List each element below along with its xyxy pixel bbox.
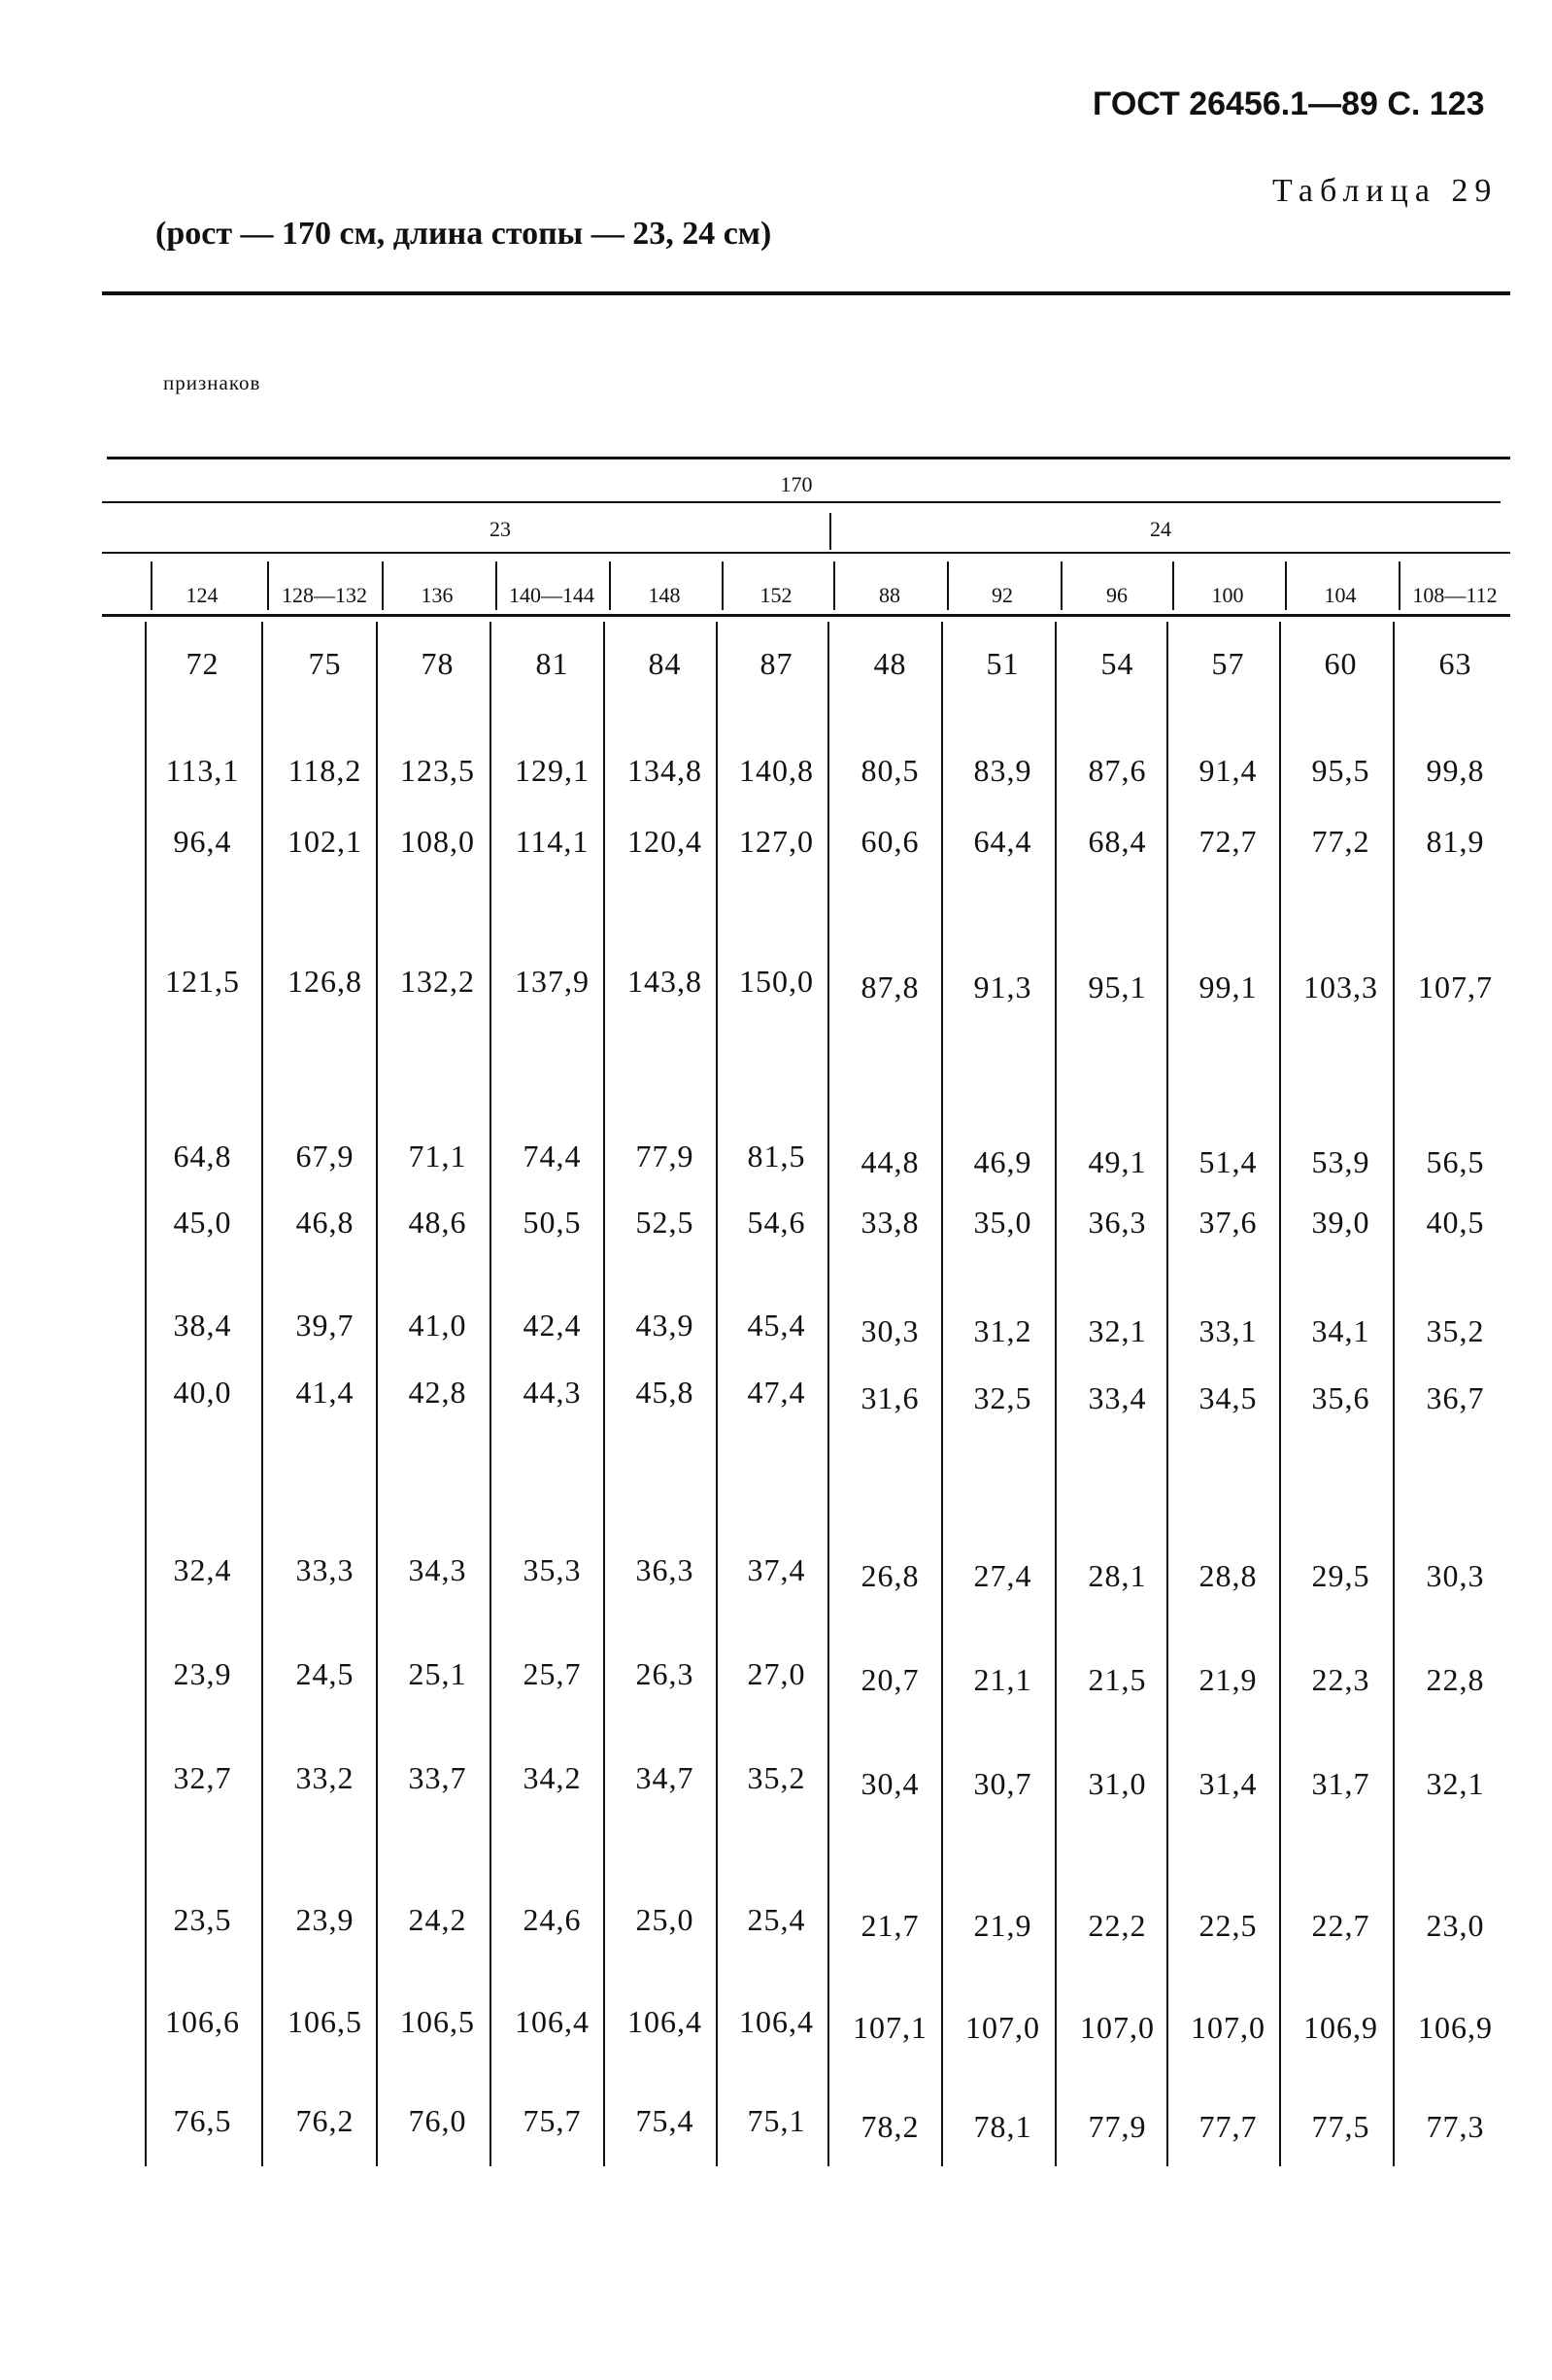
table-cell: 64,4 (973, 824, 1032, 859)
table-cell: 107,1 (853, 2010, 928, 2045)
table-cell: 84 (648, 646, 682, 681)
column-header-3: 140—144 (509, 583, 594, 607)
table-cell: 81,5 (747, 1139, 806, 1173)
table-cell: 43,9 (635, 1308, 694, 1343)
table-cell: 83,9 (973, 753, 1032, 788)
table-cell: 41,0 (408, 1308, 467, 1343)
table-cell: 78 (421, 646, 455, 681)
table-cell: 77,9 (1088, 2109, 1147, 2144)
table-cell: 47,4 (747, 1375, 806, 1410)
table-cell: 143,8 (627, 964, 702, 999)
header-rule-3 (102, 552, 1510, 554)
table-cell: 25,0 (635, 1902, 694, 1937)
table-cell: 40,0 (173, 1375, 232, 1410)
table-cell: 76,5 (173, 2103, 232, 2138)
table-cell: 77,2 (1311, 824, 1370, 859)
table-cell: 107,0 (1080, 2010, 1155, 2045)
foot-group-header-23: 23 (489, 517, 511, 541)
column-header-divider (1399, 561, 1400, 610)
table-cell: 24,6 (523, 1902, 582, 1937)
table-cell: 32,7 (173, 1760, 232, 1795)
column-header-divider (495, 561, 497, 610)
table-cell: 27,0 (747, 1656, 806, 1691)
table-cell: 45,8 (635, 1375, 694, 1410)
table-cell: 52,5 (635, 1205, 694, 1240)
table-cell: 95,5 (1311, 753, 1370, 788)
table-cell: 42,8 (408, 1375, 467, 1410)
column-header-0: 124 (186, 583, 219, 607)
table-cell: 77,7 (1198, 2109, 1258, 2144)
table-cell: 32,4 (173, 1552, 232, 1587)
header-rule-4 (102, 614, 1510, 617)
table-cell: 45,0 (173, 1205, 232, 1240)
table-cell: 87,6 (1088, 753, 1147, 788)
table-cell: 72,7 (1198, 824, 1258, 859)
table-cell: 22,7 (1311, 1908, 1370, 1943)
table-cell: 132,2 (400, 964, 475, 999)
table-cell: 32,1 (1426, 1766, 1485, 1801)
table-cell: 40,5 (1426, 1205, 1485, 1240)
table-cell: 35,6 (1311, 1380, 1370, 1415)
table-cell: 75,1 (747, 2103, 806, 2138)
table-cell: 25,4 (747, 1902, 806, 1937)
foot-group-divider (829, 513, 831, 550)
table-cell: 35,3 (523, 1552, 582, 1587)
table-cell: 121,5 (165, 964, 240, 999)
table-cell: 60,6 (860, 824, 920, 859)
table-cell: 24,5 (295, 1656, 354, 1691)
table-cell: 87 (759, 646, 793, 681)
standard-page-header: ГОСТ 26456.1—89 С. 123 (1093, 85, 1485, 122)
column-header-10: 104 (1324, 583, 1357, 607)
table-cell: 33,3 (295, 1552, 354, 1587)
table-cell: 20,7 (860, 1662, 920, 1697)
table-cell: 21,9 (1198, 1662, 1258, 1697)
table-cell: 77,3 (1426, 2109, 1485, 2144)
column-header-divider (1172, 561, 1174, 610)
table-cell: 87,8 (860, 969, 920, 1004)
table-cell: 21,7 (860, 1908, 920, 1943)
table-cell: 33,7 (408, 1760, 467, 1795)
table-cell: 106,4 (739, 2004, 814, 2039)
table-cell: 21,5 (1088, 1662, 1147, 1697)
table-cell: 106,4 (515, 2004, 590, 2039)
column-header-5: 152 (759, 583, 793, 607)
table-cell: 31,7 (1311, 1766, 1370, 1801)
table-cell: 95,1 (1088, 969, 1147, 1004)
table-cell: 53,9 (1311, 1144, 1370, 1179)
column-header-8: 96 (1106, 583, 1128, 607)
table-cell: 77,9 (635, 1139, 694, 1173)
table-cell: 75,4 (635, 2103, 694, 2138)
table-cell: 137,9 (515, 964, 590, 999)
column-header-divider (722, 561, 724, 610)
table-cell: 22,5 (1198, 1908, 1258, 1943)
column-header-11: 108—112 (1412, 583, 1498, 607)
table-cell: 81 (535, 646, 569, 681)
table-cell: 30,3 (1426, 1558, 1485, 1593)
top-rule (102, 291, 1510, 295)
column-header-1: 128—132 (282, 583, 367, 607)
table-cell: 60 (1324, 646, 1358, 681)
table-cell: 129,1 (515, 753, 590, 788)
table-cell: 37,6 (1198, 1205, 1258, 1240)
table-number-label: Таблица 29 (1272, 173, 1499, 209)
table-cell: 35,0 (973, 1205, 1032, 1240)
table-cell: 102,1 (287, 824, 362, 859)
table-cell: 38,4 (173, 1308, 232, 1343)
table-cell: 28,8 (1198, 1558, 1258, 1593)
table-cell: 21,9 (973, 1908, 1032, 1943)
table-cell: 24,2 (408, 1902, 467, 1937)
column-header-4: 148 (648, 583, 681, 607)
table-cell: 107,7 (1418, 969, 1493, 1004)
table-cell: 23,5 (173, 1902, 232, 1937)
table-cell: 36,3 (635, 1552, 694, 1587)
foot-group-header-24: 24 (1150, 517, 1171, 541)
table-cell: 76,2 (295, 2103, 354, 2138)
column-header-divider (267, 561, 269, 610)
table-cell: 120,4 (627, 824, 702, 859)
table-cell: 33,8 (860, 1205, 920, 1240)
table-cell: 23,9 (173, 1656, 232, 1691)
table-cell: 150,0 (739, 964, 814, 999)
table-cell: 81,9 (1426, 824, 1485, 859)
table-cell: 56,5 (1426, 1144, 1485, 1179)
column-header-divider (609, 561, 611, 610)
table-cell: 114,1 (515, 824, 590, 859)
table-cell: 33,1 (1198, 1313, 1258, 1348)
table-cell: 48 (873, 646, 907, 681)
column-header-divider (1061, 561, 1063, 610)
table-cell: 30,3 (860, 1313, 920, 1348)
table-cell: 64,8 (173, 1139, 232, 1173)
table-cell: 22,3 (1311, 1662, 1370, 1697)
table-cell: 22,8 (1426, 1662, 1485, 1697)
table-cell: 36,3 (1088, 1205, 1147, 1240)
table-cell: 134,8 (627, 753, 702, 788)
column-header-6: 88 (879, 583, 900, 607)
table-cell: 91,3 (973, 969, 1032, 1004)
table-cell: 35,2 (747, 1760, 806, 1795)
table-cell: 106,5 (287, 2004, 362, 2039)
table-cell: 45,4 (747, 1308, 806, 1343)
table-cell: 37,4 (747, 1552, 806, 1587)
table-cell: 91,4 (1198, 753, 1258, 788)
column-header-divider (833, 561, 835, 610)
table-cell: 103,3 (1303, 969, 1378, 1004)
table-cell: 106,6 (165, 2004, 240, 2039)
table-cell: 106,9 (1418, 2010, 1493, 2045)
table-cell: 106,9 (1303, 2010, 1378, 2045)
table-cell: 22,2 (1088, 1908, 1147, 1943)
table-cell: 51,4 (1198, 1144, 1258, 1179)
table-cell: 35,2 (1426, 1313, 1485, 1348)
table-cell: 71,1 (408, 1139, 467, 1173)
table-cell: 46,8 (295, 1205, 354, 1240)
table-cell: 126,8 (287, 964, 362, 999)
table-cell: 34,7 (635, 1760, 694, 1795)
table-cell: 21,1 (973, 1662, 1032, 1697)
table-cell: 44,8 (860, 1144, 920, 1179)
table-cell: 75 (308, 646, 342, 681)
table-cell: 25,7 (523, 1656, 582, 1691)
column-header-divider (151, 561, 152, 610)
table-cell: 23,0 (1426, 1908, 1485, 1943)
table-cell: 39,7 (295, 1308, 354, 1343)
table-cell: 99,8 (1426, 753, 1485, 788)
table-cell: 26,8 (860, 1558, 920, 1593)
table-cell: 32,1 (1088, 1313, 1147, 1348)
table-cell: 118,2 (287, 753, 362, 788)
table-caption: (рост — 170 см, длина стопы — 23, 24 см) (155, 216, 772, 252)
table-cell: 49,1 (1088, 1144, 1147, 1179)
table-cell: 28,1 (1088, 1558, 1147, 1593)
table-cell: 30,4 (860, 1766, 920, 1801)
table-cell: 57 (1211, 646, 1245, 681)
table-cell: 30,7 (973, 1766, 1032, 1801)
table-cell: 27,4 (973, 1558, 1032, 1593)
table-cell: 106,5 (400, 2004, 475, 2039)
table-cell: 39,0 (1311, 1205, 1370, 1240)
table-cell: 108,0 (400, 824, 475, 859)
column-header-divider (1285, 561, 1287, 610)
column-header-divider (382, 561, 384, 610)
column-header-9: 100 (1211, 583, 1244, 607)
table-cell: 42,4 (523, 1308, 582, 1343)
table-cell: 107,0 (1191, 2010, 1265, 2045)
table-cell: 74,4 (523, 1139, 582, 1173)
table-cell: 50,5 (523, 1205, 582, 1240)
table-cell: 123,5 (400, 753, 475, 788)
table-cell: 48,6 (408, 1205, 467, 1240)
table-cell: 31,2 (973, 1313, 1032, 1348)
table-cell: 31,6 (860, 1380, 920, 1415)
table-cell: 34,1 (1311, 1313, 1370, 1348)
height-group-header: 170 (780, 472, 813, 496)
table-cell: 106,4 (627, 2004, 702, 2039)
table-cell: 54,6 (747, 1205, 806, 1240)
table-cell: 31,0 (1088, 1766, 1147, 1801)
table-cell: 54 (1100, 646, 1134, 681)
table-cell: 72 (186, 646, 219, 681)
header-rule-2 (102, 501, 1501, 503)
table-cell: 34,5 (1198, 1380, 1258, 1415)
stub-column-label: признаков (163, 371, 261, 394)
column-header-7: 92 (992, 583, 1013, 607)
table-cell: 75,7 (523, 2103, 582, 2138)
table-cell: 46,9 (973, 1144, 1032, 1179)
column-header-2: 136 (421, 583, 454, 607)
table-cell: 23,9 (295, 1902, 354, 1937)
table-cell: 34,2 (523, 1760, 582, 1795)
table-cell: 127,0 (739, 824, 814, 859)
table-cell: 96,4 (173, 824, 232, 859)
table-cell: 107,0 (965, 2010, 1040, 2045)
table-cell: 36,7 (1426, 1380, 1485, 1415)
column-divider (261, 622, 263, 2166)
table-cell: 32,5 (973, 1380, 1032, 1415)
table-cell: 140,8 (739, 753, 814, 788)
table-cell: 78,2 (860, 2109, 920, 2144)
table-cell: 78,1 (973, 2109, 1032, 2144)
table-cell: 41,4 (295, 1375, 354, 1410)
table-cell: 33,2 (295, 1760, 354, 1795)
table-cell: 77,5 (1311, 2109, 1370, 2144)
table-cell: 68,4 (1088, 824, 1147, 859)
table-cell: 113,1 (165, 753, 240, 788)
table-cell: 25,1 (408, 1656, 467, 1691)
table-cell: 63 (1438, 646, 1472, 681)
table-cell: 99,1 (1198, 969, 1258, 1004)
table-cell: 26,3 (635, 1656, 694, 1691)
table-cell: 80,5 (860, 753, 920, 788)
table-cell: 29,5 (1311, 1558, 1370, 1593)
header-rule-1 (107, 457, 1510, 459)
table-cell: 31,4 (1198, 1766, 1258, 1801)
table-cell: 34,3 (408, 1552, 467, 1587)
table-cell: 51 (986, 646, 1020, 681)
column-header-divider (947, 561, 949, 610)
table-cell: 44,3 (523, 1375, 582, 1410)
table-cell: 67,9 (295, 1139, 354, 1173)
table-cell: 76,0 (408, 2103, 467, 2138)
table-cell: 33,4 (1088, 1380, 1147, 1415)
